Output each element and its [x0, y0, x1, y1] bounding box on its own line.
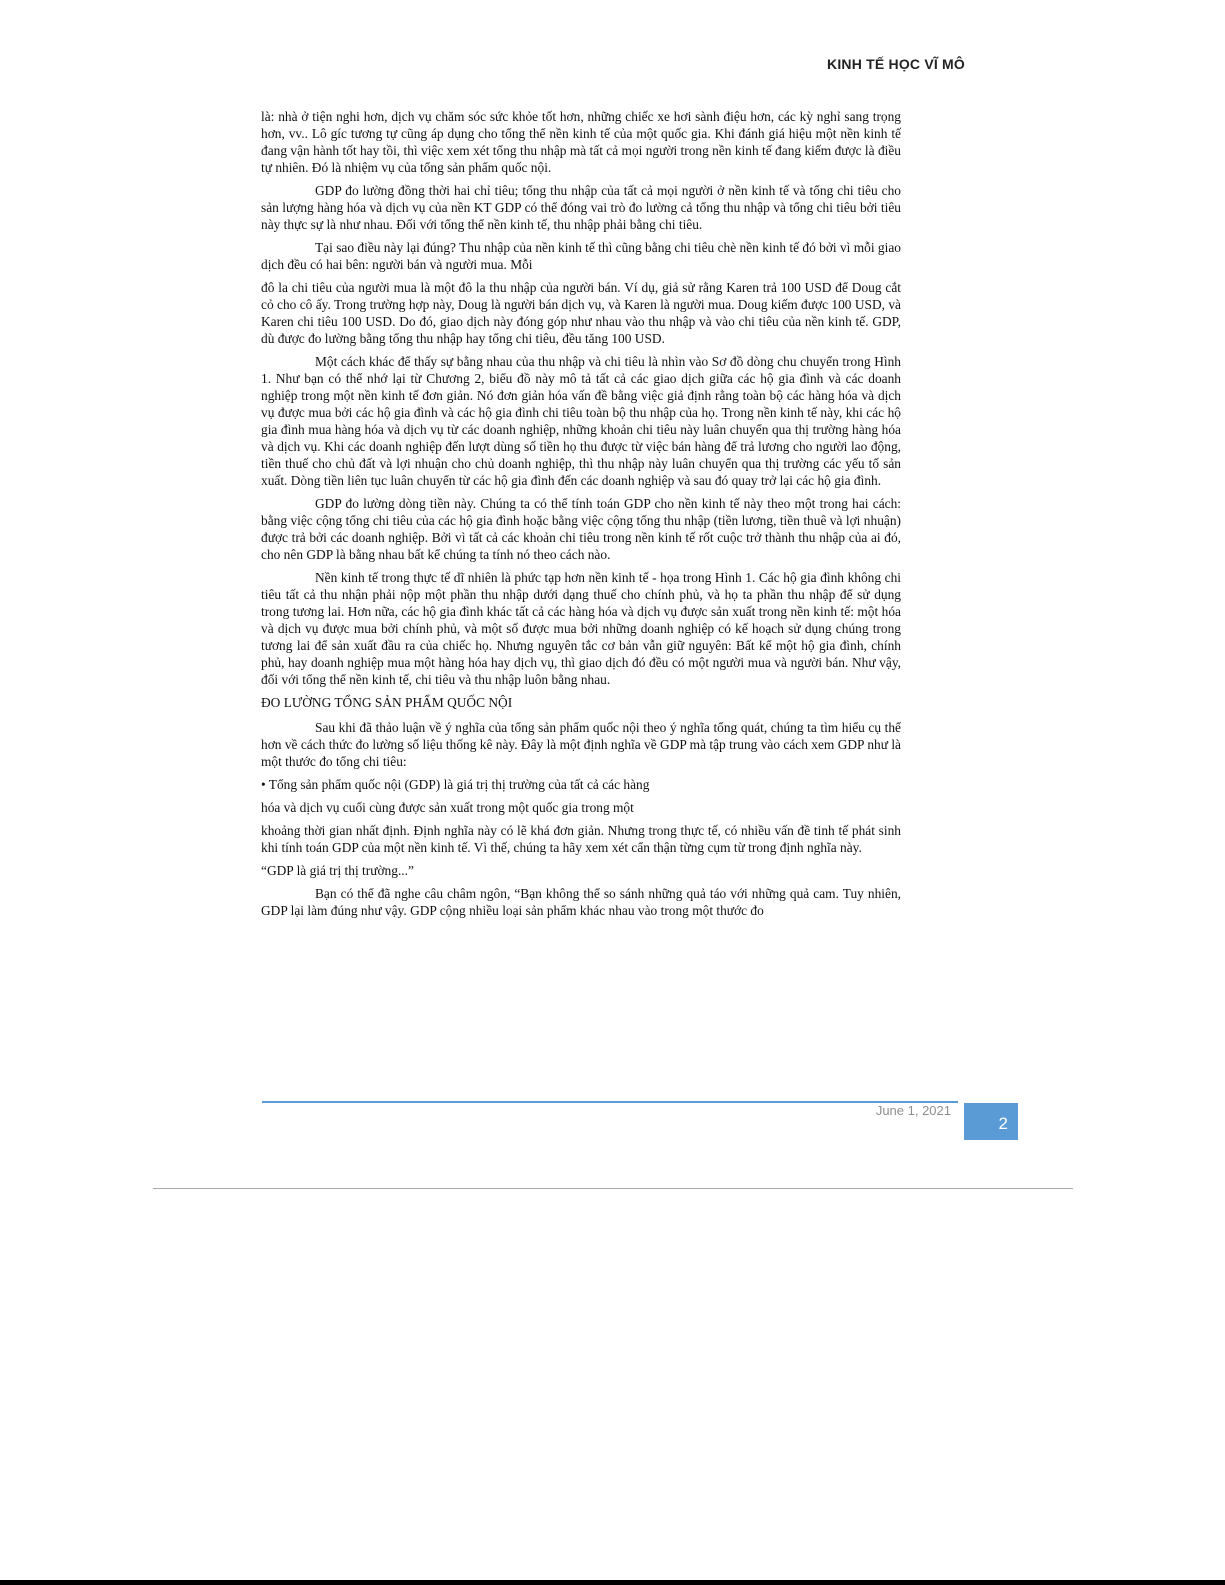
paragraph: Tại sao điều này lại đúng? Thu nhập của nền kinh tế thì cũng bằng chi tiêu chè nền kinh tế đó bởi vì mỗi giao dịch đều có hai bên: người bán và người mua. Mỗi	[261, 240, 901, 272]
paragraph: Nền kinh tế trong thực tế dĩ nhiên là phức tạp hơn nền kinh tế - họa trong Hình 1. Các hộ gia đình không chi tiêu tất cả thu nhận phải nộp một phần thu nhập dưới dạng thuế cho chính phủ, và họ ta phần thu nhập để sử dụng trong tương lai. Hơn nữa, các hộ gia đình khác tất cả các hàng hóa và dịch vụ được sản xuất trong nền kinh tế: một hóa và dịch vụ được mua bởi chính phủ, và một số được mua bởi những doanh nghiệp có kế hoạch sử dụng chúng trong tương lai để sản xuất đầu ra của chiếc họ. Nhưng nguyên tắc cơ bản vẫn giữ nguyên: Bất kể một hộ gia đình, chính phủ, hay doanh nghiệp mua một hàng hóa hay dịch vụ, thì giao dịch đó đều có một người mua và người bán. Như vậy, đối với tổng thể nền kinh tế, chi tiêu và thu nhập luôn bằng nhau.	[261, 570, 901, 687]
paragraph: Sau khi đã thảo luận về ý nghĩa của tổng sản phẩm quốc nội theo ý nghĩa tổng quát, chúng ta tìm hiểu cụ thể hơn về cách thức đo lường số liệu thống kê này. Đây là một định nghĩa về GDP mà tập trung vào cách xem GDP như là một thước đo tổng chi tiêu:	[261, 720, 901, 769]
footer-rule	[262, 1101, 958, 1103]
footer-date: June 1, 2021	[875, 1103, 951, 1118]
paragraph: Một cách khác để thấy sự bằng nhau của thu nhập và chi tiêu là nhìn vào Sơ đồ dòng chu chuyển trong Hình 1. Như bạn có thể nhớ lại từ Chương 2, biểu đồ này mô tả tất cả các giao dịch giữa các hộ gia đình và các doanh nghiệp trong một nền kinh tế đơn giản. Nó đơn giản hóa vấn đề bằng việc giả định rằng toàn bộ các hàng hóa và dịch vụ được mua bởi các hộ gia đình và các hộ gia đình chi tiêu toàn bộ thu nhập của họ. Trong nền kinh tế này, khi các hộ gia đình mua hàng hóa và dịch vụ từ các doanh nghiệp, những khoản chi tiêu này luân chuyển qua thị trường hàng hóa và dịch vụ. Khi các doanh nghiệp đến lượt dùng số tiền họ thu được từ việc bán hàng để trả lương cho người lao động, tiền thuế cho chủ đất và lợi nhuận cho chủ doanh nghiệp, thì thu nhập này luân chuyển qua thị trường các yếu tố sản xuất. Dòng tiền liên tục luân chuyển từ các hộ gia đình đến các doanh nghiệp và sau đó quay trở lại các hộ gia đình.	[261, 354, 901, 488]
bullet-line-continued: hóa và dịch vụ cuối cùng được sản xuất trong một quốc gia trong một	[261, 800, 634, 815]
running-header: KINH TẾ HỌC VĨ MÔ	[827, 56, 965, 72]
section-heading: ĐO LƯỜNG TỔNG SẢN PHẨM QUỐC NỘI	[261, 695, 513, 710]
bottom-bar	[0, 1580, 1225, 1585]
paragraph: GDP đo lường đồng thời hai chỉ tiêu; tổng thu nhập của tất cả mọi người ở nền kinh tế và tổng chi tiêu cho sản lượng hàng hóa và dịch vụ của nền KT GDP có thể đóng vai trò đo lường cả tổng thu nhập và tổng chi tiêu bởi tiêu này thực sự là như nhau. Đối với tổng thể nền kinh tế, thu nhập phải bằng chi tiêu.	[261, 183, 901, 232]
paragraph: khoảng thời gian nhất định. Định nghĩa này có lẽ khá đơn giản. Nhưng trong thực tế, có nhiều vấn đề tinh tế phát sinh khi tính toán GDP của một nền kinh tế. Vì thế, chúng ta hãy xem xét cẩn thận từng cụm từ trong định nghĩa này.	[261, 823, 901, 855]
bullet-line: • Tổng sản phẩm quốc nội (GDP) là giá trị thị trường của tất cả các hàng	[261, 777, 650, 792]
paragraph: Bạn có thể đã nghe câu châm ngôn, “Bạn không thể so sánh những quả táo với những quả cam. Tuy nhiên, GDP lại làm đúng như vậy. GDP cộng nhiều loại sản phẩm khác nhau vào trong một thước đo	[261, 886, 901, 918]
paragraph: GDP đo lường dòng tiền này. Chúng ta có thể tính toán GDP cho nền kinh tế này theo một trong hai cách: bằng việc cộng tổng chi tiêu của các hộ gia đình hoặc bằng việc cộng tổng thu nhập (tiền lương, tiền thuê và lợi nhuận) được trả bởi các doanh nghiệp. Bởi vì tất cả các khoản chi tiêu trong nền kinh tế rốt cuộc trở thành thu nhập của ai đó, cho nên GDP là bằng nhau bất kể chúng ta tính nó theo cách nào.	[261, 496, 901, 562]
body-text	[261, 108, 901, 925]
paragraph: là: nhà ở tiện nghi hơn, dịch vụ chăm sóc sức khỏe tốt hơn, những chiếc xe hơi sành điệu hơn, các kỳ nghỉ sang trọng hơn, vv.. Lô gíc tương tự cũng áp dụng cho tổng thể nền kinh tế của một quốc gia. Khi đánh giá hiệu một nền kinh tế đang vận hành tốt hay tồi, thì việc xem xét tổng thu nhập mà tất cả mọi người trong nền kinh tế đang kiếm được là điều tự nhiên. Đó là nhiệm vụ của tổng sản phẩm quốc nội.	[261, 109, 901, 175]
quote-subheading: “GDP là giá trị thị trường...”	[261, 863, 414, 878]
page-number: 2	[964, 1103, 1018, 1140]
page-divider	[153, 1188, 1073, 1189]
paragraph: đô la chi tiêu của người mua là một đô la thu nhập của người bán. Ví dụ, giả sử rằng Karen trả 100 USD để Doug cắt cỏ cho cô ấy. Trong trường hợp này, Doug là người bán dịch vụ, và Karen là người mua. Doug kiếm được 100 USD, và Karen chi tiêu 100 USD. Do đó, giao dịch này đóng góp như nhau vào thu nhập và vào chi tiêu của nền kinh tế. GDP, dù được đo lường bằng tổng thu nhập hay tổng chi tiêu, đều tăng 100 USD.	[261, 280, 901, 346]
